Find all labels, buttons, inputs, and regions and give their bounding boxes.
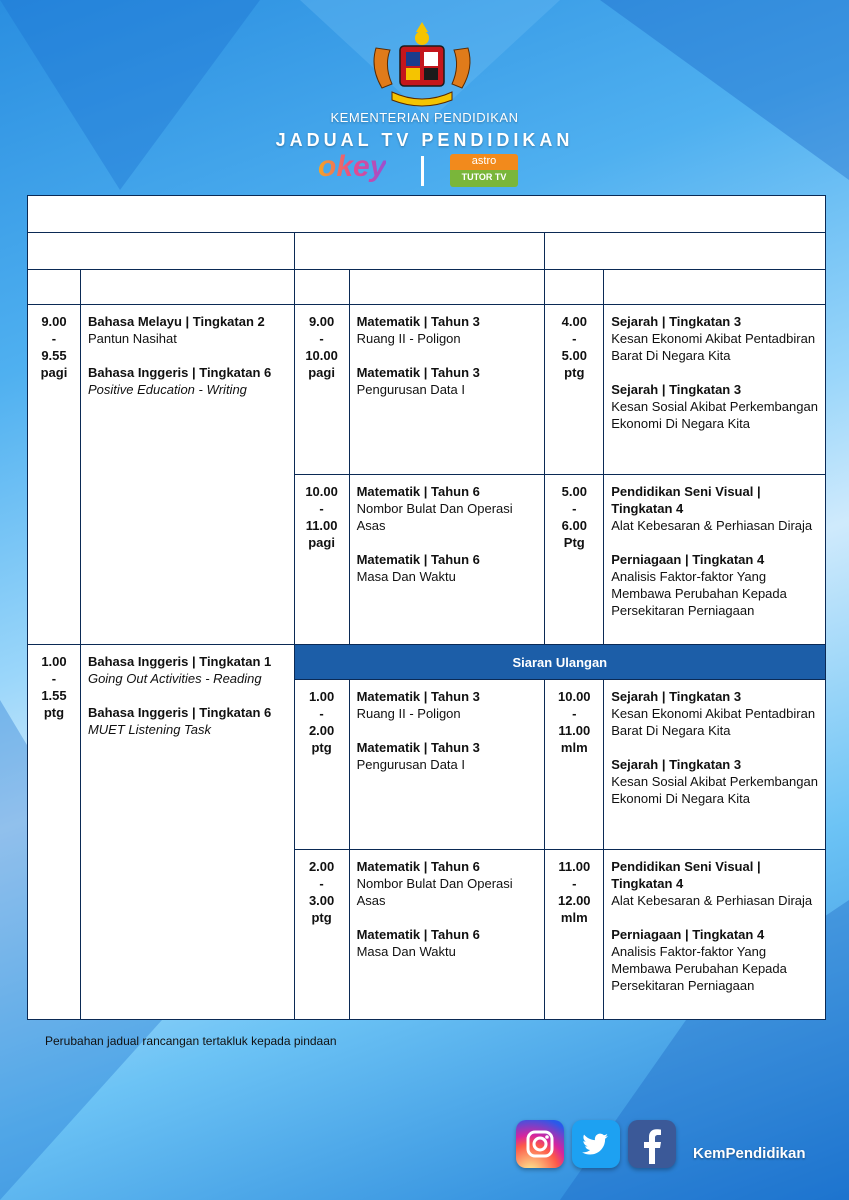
astro-b-slot-2-programme: [604, 475, 826, 645]
programme-topic: Masa Dan Waktu: [356, 944, 456, 959]
time-period: pagi: [308, 365, 335, 380]
astro-a-slot-1-time: [294, 305, 349, 475]
programme-subject: Bahasa Inggeris | Tingkatan 6: [87, 705, 272, 720]
time-dash: -: [572, 876, 577, 891]
programme-subject: Bahasa Inggeris | Tingkatan 1: [87, 654, 272, 669]
programme-subject: Matematik | Tahun 6: [356, 552, 480, 567]
schedule-table: [27, 195, 826, 1020]
col-masa: Masa: [294, 270, 349, 305]
time-end: 11.00: [305, 518, 338, 533]
programme-topic: Kesan Ekonomi Akibat Pentadbiran Barat Di Negara Kita: [611, 706, 816, 738]
time-dash: -: [572, 331, 577, 346]
time-end: 12.00: [558, 893, 591, 908]
time-start: 5.00: [561, 484, 587, 499]
time-period: ptg: [564, 365, 585, 380]
astro-a-slot-2-programme: [349, 475, 545, 645]
programme-subject: Matematik | Tahun 6: [356, 484, 480, 499]
astro-b-slot-3-time: [545, 680, 604, 850]
page-title: JADUAL TV PENDIDIKAN: [275, 130, 574, 150]
time-period: Ptg: [563, 535, 585, 550]
programme-subject: Matematik | Tahun 6: [356, 927, 480, 942]
programme-subject: Matematik | Tahun 3: [356, 689, 480, 704]
time-dash: -: [51, 671, 57, 686]
time-dash: -: [319, 501, 324, 516]
instagram-icon[interactable]: [516, 1120, 564, 1168]
time-dash: -: [572, 501, 577, 516]
okey-slot-1-programme: [80, 305, 294, 645]
okey-slot-2-programme: [80, 645, 294, 1020]
time-period: pagi: [40, 365, 68, 380]
astro-logo-text: astro: [471, 155, 497, 167]
programme-subject: Sejarah | Tingkatan 3: [611, 382, 742, 397]
astro-a-slot-2-time: [294, 475, 349, 645]
time-dash: -: [572, 706, 577, 721]
time-dash: -: [319, 706, 324, 721]
programme-topic: Pengurusan Data I: [356, 382, 465, 397]
time-dash: -: [319, 331, 324, 346]
twitter-glyph: [572, 1120, 620, 1168]
time-end: 2.00: [308, 723, 335, 738]
facebook-icon[interactable]: [628, 1120, 676, 1168]
programme-subject: Matematik | Tahun 3: [356, 740, 480, 755]
time-end: 10.00: [305, 348, 338, 363]
time-end: 9.55: [41, 348, 67, 363]
col-rancangan: Rancangan: [604, 270, 826, 305]
astro-b-slot-1-programme: [604, 305, 826, 475]
channel-astro-b: Astro 603: [545, 233, 826, 270]
col-rancangan: Rancangan: [349, 270, 545, 305]
astro-b-slot-4-programme: [604, 850, 826, 1020]
day-row: [28, 196, 826, 233]
time-end: 6.00: [561, 518, 587, 533]
time-start: 10.00: [558, 689, 591, 704]
column-header-row: [28, 270, 826, 305]
table-row: [28, 645, 826, 680]
astro-a-slot-3-time: [294, 680, 349, 850]
time-start: 10.00: [305, 484, 338, 499]
programme-subject: Bahasa Inggeris | Tingkatan 6: [87, 365, 272, 380]
page-header: [0, 0, 849, 195]
programme-subject: Sejarah | Tingkatan 3: [611, 314, 742, 329]
col-masa: Masa: [28, 270, 81, 305]
disclaimer-note: Perubahan jadual rancangan tertakluk kepada pindaan: [45, 1034, 337, 1048]
day-date-label: Hari Rabu | Tarikh 21 Februari 2024: [28, 196, 826, 233]
programme-topic: Pantun Nasihat: [87, 331, 177, 346]
programme-topic: Pengurusan Data I: [356, 757, 465, 772]
time-end: 1.55: [41, 688, 67, 703]
logo-divider: [421, 156, 424, 186]
programme-topic: Alat Kebesaran & Perhiasan Diraja: [611, 893, 813, 908]
time-start: 11.00: [558, 859, 591, 874]
channel-okey: TV Okey RTM: [28, 233, 295, 270]
astro-b-slot-1-time: [545, 305, 604, 475]
programme-topic: Analisis Faktor-faktor Yang Membawa Perubahan Kepada Persekitaran Perniagaan: [611, 944, 787, 993]
programme-subject: Pendidikan Seni Visual | Tingkatan 4: [611, 484, 761, 516]
okey-slot-1-time: [28, 305, 81, 645]
social-handle[interactable]: KemPendidikan: [693, 1145, 806, 1162]
time-start: 2.00: [308, 859, 335, 874]
time-dash: -: [51, 331, 57, 346]
time-start: 1.00: [41, 654, 67, 669]
astro-b-slot-4-time: [545, 850, 604, 1020]
programme-subject: Bahasa Melayu | Tingkatan 2: [87, 314, 265, 329]
programme-topic: Masa Dan Waktu: [356, 569, 456, 584]
time-end: 11.00: [558, 723, 591, 738]
time-period: pagi: [308, 535, 335, 550]
programme-topic: Ruang II - Poligon: [356, 331, 461, 346]
astro-a-slot-3-programme: [349, 680, 545, 850]
time-period: ptg: [43, 705, 65, 720]
time-period: mlm: [560, 740, 588, 755]
programme-topic: Ruang II - Poligon: [356, 706, 461, 721]
time-start: 1.00: [308, 689, 335, 704]
time-period: ptg: [311, 740, 332, 755]
time-dash: -: [319, 876, 324, 891]
astro-b-slot-3-programme: [604, 680, 826, 850]
time-start: 9.00: [308, 314, 335, 329]
time-end: 3.00: [308, 893, 335, 908]
programme-subject: Perniagaan | Tingkatan 4: [611, 927, 765, 942]
programme-topic: Kesan Sosial Akibat Perkembangan Ekonomi Di Negara Kita: [611, 774, 818, 806]
ministry-name: KEMENTERIAN PENDIDIKAN: [330, 110, 519, 125]
programme-topic: Analisis Faktor-faktor Yang Membawa Perubahan Kepada Persekitaran Perniagaan: [611, 569, 787, 618]
col-rancangan: Rancangan: [80, 270, 294, 305]
programme-topic: Kesan Sosial Akibat Perkembangan Ekonomi Di Negara Kita: [611, 399, 818, 431]
programme-subject: Matematik | Tahun 6: [356, 859, 480, 874]
astro-b-slot-2-time: [545, 475, 604, 645]
astro-a-slot-1-programme: [349, 305, 545, 475]
programme-subject: Matematik | Tahun 3: [356, 365, 480, 380]
astro-a-slot-4-programme: [349, 850, 545, 1020]
siaran-ulangan-header: Siaran Ulangan: [294, 645, 825, 680]
time-period: ptg: [311, 910, 332, 925]
channel-astro-a: Astro 603: [294, 233, 545, 270]
facebook-glyph: [628, 1120, 676, 1168]
programme-subject: Sejarah | Tingkatan 3: [611, 757, 742, 772]
channel-row: [28, 233, 826, 270]
programme-subject: Matematik | Tahun 3: [356, 314, 480, 329]
programme-topic: MUET Listening Task: [87, 722, 212, 737]
programme-topic: Going Out Activities - Reading: [87, 671, 262, 686]
instagram-glyph: [516, 1120, 564, 1168]
programme-topic: Nombor Bulat Dan Operasi Asas: [356, 501, 513, 533]
programme-topic: Positive Education - Writing: [87, 382, 247, 397]
okey-slot-2-time: [28, 645, 81, 1020]
malaysia-crest-logo: [366, 18, 478, 110]
astro-a-slot-4-time: [294, 850, 349, 1020]
time-end: 5.00: [561, 348, 587, 363]
astro-tutor-tv-logo: [450, 154, 518, 187]
time-period: mlm: [560, 910, 588, 925]
programme-subject: Sejarah | Tingkatan 3: [611, 689, 742, 704]
twitter-icon[interactable]: [572, 1120, 620, 1168]
time-start: 9.00: [41, 314, 67, 329]
okey-logo: okey: [318, 150, 387, 183]
programme-subject: Perniagaan | Tingkatan 4: [611, 552, 765, 567]
time-start: 4.00: [561, 314, 587, 329]
programme-topic: Kesan Ekonomi Akibat Pentadbiran Barat Di Negara Kita: [611, 331, 816, 363]
programme-subject: Pendidikan Seni Visual | Tingkatan 4: [611, 859, 761, 891]
table-row: [28, 305, 826, 475]
col-masa: Masa: [545, 270, 604, 305]
programme-topic: Alat Kebesaran & Perhiasan Diraja: [611, 518, 813, 533]
programme-topic: Nombor Bulat Dan Operasi Asas: [356, 876, 513, 908]
tutor-tv-logo-text: TUTOR TV: [461, 172, 507, 182]
